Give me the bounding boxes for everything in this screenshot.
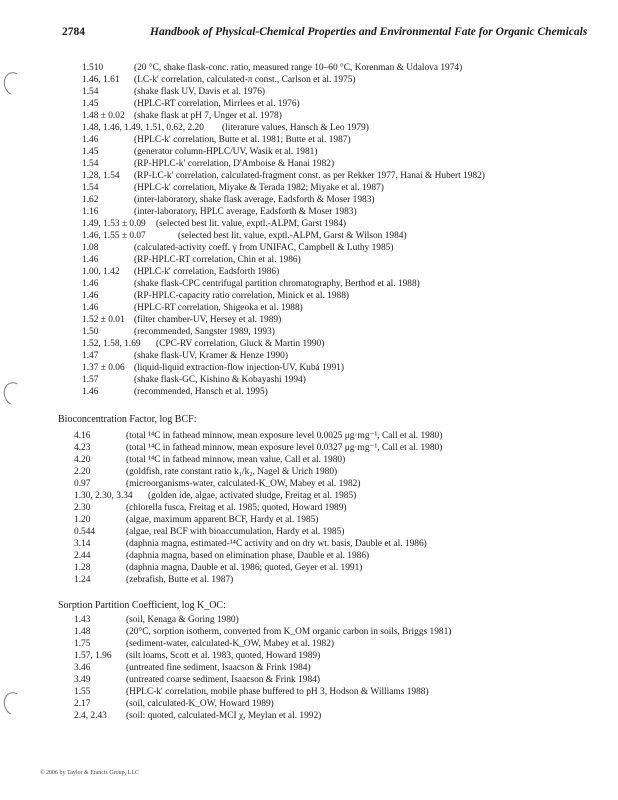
list-item <box>74 562 362 574</box>
reference: (HPLC-RT correlation, Mirrlees et al. 1976) <box>134 99 300 109</box>
binder-hole-mark <box>0 379 27 408</box>
list-item <box>74 430 442 442</box>
reference: (20 °C, shake flask-conc. ratio, measured range 10–60 °C, Korenman & Udalova 1974) <box>134 63 463 73</box>
page-number: 2784 <box>62 26 85 38</box>
list-item <box>82 386 268 398</box>
value: 1.08 <box>82 243 99 253</box>
value: 1.57 <box>82 375 99 385</box>
value: 1.46 <box>82 303 99 313</box>
reference: (CPC-RV correlation, Gluck & Martin 1990) <box>156 339 325 349</box>
list-item <box>82 326 275 338</box>
reference: (literature values, Hansch & Leo 1979) <box>222 123 369 133</box>
list-item <box>82 86 265 98</box>
value: 0.544 <box>74 527 96 537</box>
list-item <box>74 674 320 686</box>
value: 1.43 <box>74 615 91 625</box>
section-title-bcf: Bioconcentration Factor, log BCF: <box>58 414 197 425</box>
reference: (inter-laboratory, shake flask average, Eadsforth & Moser 1983) <box>134 195 375 205</box>
reference: (daphnia magna, estimated-¹⁴C activity and on dry wt. basis, Dauble et al. 1986) <box>126 539 427 549</box>
reference: (silt loams, Scott et al. 1983, quoted, Howard 1989) <box>126 651 321 661</box>
value: 1.47 <box>82 351 99 361</box>
value: 4.16 <box>74 431 91 441</box>
value: 1.45 <box>82 147 99 157</box>
list-item <box>82 230 407 242</box>
list-item <box>82 182 384 194</box>
value: 2.30 <box>74 503 91 513</box>
value: 2.44 <box>74 551 91 561</box>
reference: (RP-LC-k′ correlation, calculated-fragment const. as per Rekker 1977, Hanai & Hubert 1982) <box>134 171 485 181</box>
list-item <box>82 362 344 374</box>
list-item <box>74 538 427 550</box>
section-title-koc: Sorption Partition Coefficient, log K_OC: <box>58 600 226 611</box>
list-item <box>82 218 346 230</box>
list-item <box>82 122 369 134</box>
list-item <box>74 454 345 466</box>
reference: (inter-laboratory, HPLC average, Eadsforth & Moser 1983) <box>134 207 357 217</box>
reference: (recommended, Hansch et al. 1995) <box>134 387 268 397</box>
value: 1.48 ± 0.02 <box>82 111 125 121</box>
value: 1.54 <box>82 183 99 193</box>
value: 1.46, 1.55 ± 0.07 <box>82 231 146 241</box>
value: 4.23 <box>74 443 91 453</box>
reference: (shake flask UV, Davis et al. 1976) <box>134 87 266 97</box>
reference: (shake flask-UV, Kramer & Henze 1990) <box>134 351 288 361</box>
list-item <box>82 62 462 74</box>
list-item <box>74 638 334 650</box>
list-item <box>82 134 351 146</box>
value: 1.75 <box>74 639 91 649</box>
value: 1.62 <box>82 195 99 205</box>
value: 1.20 <box>74 515 91 525</box>
list-item <box>74 502 347 514</box>
value: 1.54 <box>82 87 99 97</box>
value: 2.17 <box>74 699 91 709</box>
list-item <box>82 110 282 122</box>
reference: (algae, real BCF with bioaccumulation, Hardy et al. 1985) <box>126 527 345 537</box>
value: 1.46 <box>82 291 99 301</box>
reference: (RP-HPLC-k′ correlation, D'Amboise & Hanai 1982) <box>134 159 335 169</box>
list-item <box>82 302 303 314</box>
reference: (selected best lit. value, exptl.-ALPM, Garst & Wilson 1984) <box>178 231 407 241</box>
value: 1.52, 1.58, 1.69 <box>82 339 141 349</box>
list-item <box>74 550 369 562</box>
reference: (HPLC-k′ correlation, mobile phase buffered to pH 3, Hodson & Williams 1988) <box>126 687 429 697</box>
reference: (soil, calculated-K_OW, Howard 1989) <box>126 699 274 709</box>
list-item <box>74 686 429 698</box>
reference: (golden ide, algae, activated sludge, Freitag et al. 1985) <box>148 491 357 501</box>
reference: (zebrafish, Butte et al. 1987) <box>126 575 234 585</box>
value: 1.00, 1.42 <box>82 267 120 277</box>
value: 1.48 <box>74 627 91 637</box>
list-item <box>82 74 356 86</box>
reference: (recommended, Sangster 1989, 1993) <box>134 327 275 337</box>
reference: (generator column-HPLC/UV, Wasik et al. 1981) <box>134 147 318 157</box>
list-item <box>82 290 349 302</box>
value: 1.45 <box>82 99 99 109</box>
reference: (HPLC-k′ correlation, Butte et al. 1981; Butte et al. 1987) <box>134 135 351 145</box>
value: 1.46 <box>82 279 99 289</box>
reference: (untreated coarse sediment, Isaacson & Frink 1984) <box>126 675 320 685</box>
value: 1.24 <box>74 575 91 585</box>
value: 0.97 <box>74 479 91 489</box>
list-item <box>74 466 337 478</box>
list-item <box>82 254 301 266</box>
list-item <box>82 98 300 110</box>
reference: (calculated-activity coeff. γ from UNIFAC, Campbell & Luthy 1985) <box>134 243 394 253</box>
reference: (total ¹⁴C in fathead minnow, mean value, Call et al. 1980) <box>126 455 346 465</box>
list-item <box>74 614 239 626</box>
binder-hole-mark <box>0 69 27 98</box>
value: 1.55 <box>74 687 91 697</box>
list-item <box>74 442 442 454</box>
page-header <box>62 26 588 42</box>
copyright-footer: © 2006 by Taylor & Francis Group, LLC <box>40 770 140 776</box>
reference: (filter chamber-UV, Hersey et al. 1989) <box>134 315 282 325</box>
list-item <box>82 146 318 158</box>
reference: (shake flask-CPC centrifugal partition chromatography, Berthod et al. 1988) <box>134 279 420 289</box>
value: 1.510 <box>82 63 104 73</box>
reference: (20°C, sorption isotherm, converted from K_OM organic carbon in soils, Briggs 1981) <box>126 627 452 637</box>
value: 4.20 <box>74 455 91 465</box>
list-item <box>82 374 306 386</box>
reference: (untreated fine sediment, Isaacson & Frink 1984) <box>126 663 311 673</box>
reference: (daphnia magna, Dauble et al. 1986; quoted, Geyer et al. 1991) <box>126 563 363 573</box>
value: 3.46 <box>74 663 91 673</box>
reference: (chlorella fusca, Freitag et al. 1985; quoted, Howard 1989) <box>126 503 347 513</box>
list-item <box>74 478 360 490</box>
list-item <box>74 574 233 586</box>
reference: (HPLC-k′ correlation, Eadsforth 1986) <box>134 267 280 277</box>
list-item <box>82 314 281 326</box>
value: 1.28, 1.54 <box>82 171 120 181</box>
value: 1.46, 1.61 <box>82 75 120 85</box>
reference: (microorganisms-water, calculated-K_OW, Mabey et al. 1982) <box>126 479 361 489</box>
list-item <box>82 206 357 218</box>
reference: (LC-k′ correlation, calculated-π const., Carlson et al. 1975) <box>134 75 356 85</box>
reference: (daphnia magna, based on elimination phase, Dauble et al. 1986) <box>126 551 370 561</box>
value: 1.50 <box>82 327 99 337</box>
reference: (HPLC-k′ correlation, Miyake & Terada 1982; Miyake et al. 1987) <box>134 183 384 193</box>
reference: (shake flask-GC, Kishino & Kobayashi 1994) <box>134 375 306 385</box>
reference: (sediment-water, calculated-K_OW, Mabey et al. 1982) <box>126 639 335 649</box>
list-item <box>74 514 318 526</box>
reference: (liquid-liquid extraction-flow injection-UV, Kubá 1991) <box>134 363 344 373</box>
list-item <box>74 650 320 662</box>
value: 1.48, 1.46, 1.49, 1.51, 0.62, 2.20 <box>82 123 204 133</box>
value: 3.14 <box>74 539 91 549</box>
reference: (shake flask at pH 7, Unger et al. 1978) <box>134 111 282 121</box>
list-item <box>82 158 334 170</box>
list-item <box>82 350 288 362</box>
running-title: Handbook of Physical-Chemical Properties and Environmental Fate for Organic Chemicals <box>150 26 588 38</box>
value: 1.46 <box>82 135 99 145</box>
value: 1.16 <box>82 207 99 217</box>
reference: (RP-HPLC-capacity ratio correlation, Minick et al. 1988) <box>134 291 350 301</box>
value: 1.46 <box>82 255 99 265</box>
list-item <box>74 490 356 502</box>
reference: (goldfish, rate constant ratio k₁/k₂, Nagel & Urich 1980) <box>126 467 338 477</box>
list-item <box>74 626 451 638</box>
list-item <box>82 170 485 182</box>
reference: (soil: quoted, calculated-MCI χ, Meylan et al. 1992) <box>126 711 322 721</box>
list-item <box>74 662 311 674</box>
list-item <box>82 278 420 290</box>
list-item <box>74 698 274 710</box>
value: 1.49, 1.53 ± 0.09 <box>82 219 146 229</box>
value: 2.20 <box>74 467 91 477</box>
value: 1.52 ± 0.01 <box>82 315 125 325</box>
reference: (selected best lit. value, exptl.-ALPM, Garst 1984) <box>156 219 347 229</box>
reference: (total ¹⁴C in fathead minnow, mean exposure level 0.0025 μg·mg⁻¹, Call et al. 1980) <box>126 431 443 441</box>
value: 1.30, 2.30, 3.34 <box>74 491 133 501</box>
binder-hole-mark <box>0 689 27 718</box>
value: 1.54 <box>82 159 99 169</box>
value: 3.49 <box>74 675 91 685</box>
reference: (RP-HPLC-RT correlation, Chin et al. 1986) <box>134 255 301 265</box>
value: 2.4, 2.43 <box>74 711 107 721</box>
list-item <box>82 242 393 254</box>
list-item <box>82 338 324 350</box>
reference: (total ¹⁴C in fathead minnow, mean exposure level 0.0327 μg·mg⁻¹, Call et al. 1980) <box>126 443 443 453</box>
list-item <box>82 194 375 206</box>
reference: (HPLC-RT correlation, Shigeoka et al. 1988) <box>134 303 303 313</box>
reference: (algae, maximum apparent BCF, Hardy et al. 1985) <box>126 515 319 525</box>
list-item <box>74 526 344 538</box>
value: 1.57, 1.96 <box>74 651 112 661</box>
reference: (soil, Kenaga & Goring 1980) <box>126 615 239 625</box>
value: 1.28 <box>74 563 91 573</box>
value: 1.46 <box>82 387 99 397</box>
list-item <box>82 266 279 278</box>
value: 1.37 ± 0.06 <box>82 363 125 373</box>
list-item <box>74 710 321 722</box>
